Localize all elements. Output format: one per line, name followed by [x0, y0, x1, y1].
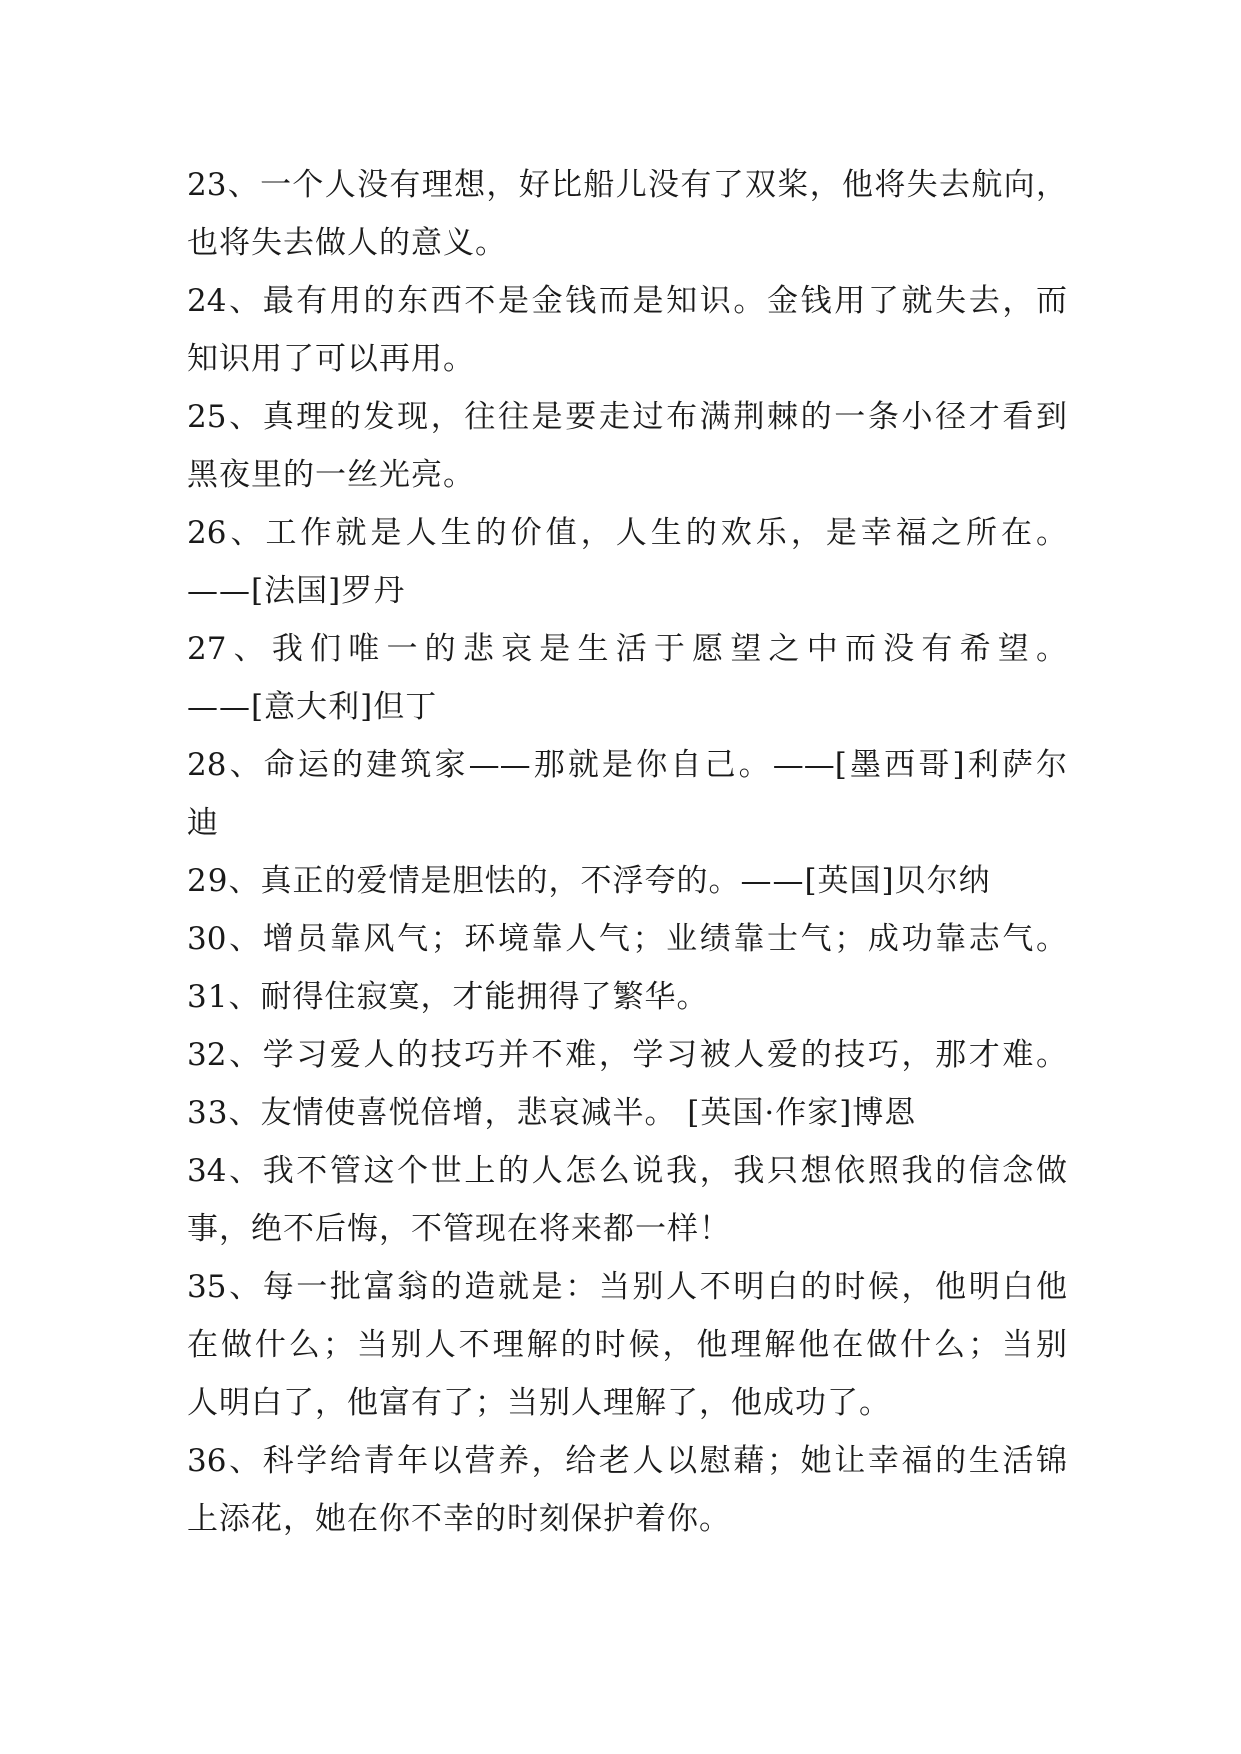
text-line: 24、最有用的东西不是金钱而是知识。金钱用了就失去，而 — [187, 283, 1067, 319]
text-line: 33、友情使喜悦倍增，悲哀减半。 [英国·作家]博恩 — [187, 1095, 917, 1131]
text-line: 29、真正的爱情是胆怯的，不浮夸的。——[英国]贝尔纳 — [187, 863, 991, 899]
quote-text-block — [187, 156, 1067, 1548]
text-line: 27、我们唯一的悲哀是生活于愿望之中而没有希望。 — [187, 631, 1067, 667]
text-line: 23、一个人没有理想，好比船儿没有了双桨，他将失去航向， — [187, 167, 1067, 203]
text-line: 30、增员靠风气；环境靠人气；业绩靠士气；成功靠志气。 — [187, 921, 1067, 957]
text-line: 35、每一批富翁的造就是：当别人不明白的时候，他明白他 — [187, 1269, 1067, 1305]
text-line: 25、真理的发现，往往是要走过布满荆棘的一条小径才看到 — [187, 399, 1067, 435]
text-line: 31、耐得住寂寞，才能拥得了繁华。 — [187, 979, 709, 1015]
text-line: 黑夜里的一丝光亮。 — [187, 457, 475, 493]
text-line: 迪 — [187, 805, 219, 841]
text-line: 36、科学给青年以营养，给老人以慰藉；她让幸福的生活锦 — [187, 1443, 1067, 1479]
text-line: 28、命运的建筑家——那就是你自己。——[墨西哥]利萨尔 — [187, 747, 1067, 783]
text-line: 知识用了可以再用。 — [187, 341, 475, 377]
text-line: 人明白了，他富有了；当别人理解了，他成功了。 — [187, 1385, 891, 1421]
text-line: 在做什么；当别人不理解的时候，他理解他在做什么；当别 — [187, 1327, 1067, 1363]
text-line: 34、我不管这个世上的人怎么说我，我只想依照我的信念做 — [187, 1153, 1067, 1189]
text-line: ——[意大利]但丁 — [187, 689, 438, 725]
text-line: 32、学习爱人的技巧并不难，学习被人爱的技巧，那才难。 — [187, 1037, 1067, 1073]
text-line: 也将失去做人的意义。 — [187, 225, 507, 261]
text-line: ——[法国]罗丹 — [187, 573, 406, 609]
text-line: 上添花，她在你不幸的时刻保护着你。 — [187, 1501, 731, 1537]
text-line: 26、工作就是人生的价值，人生的欢乐，是幸福之所在。 — [187, 515, 1067, 551]
text-line: 事，绝不后悔，不管现在将来都一样！ — [187, 1211, 731, 1247]
